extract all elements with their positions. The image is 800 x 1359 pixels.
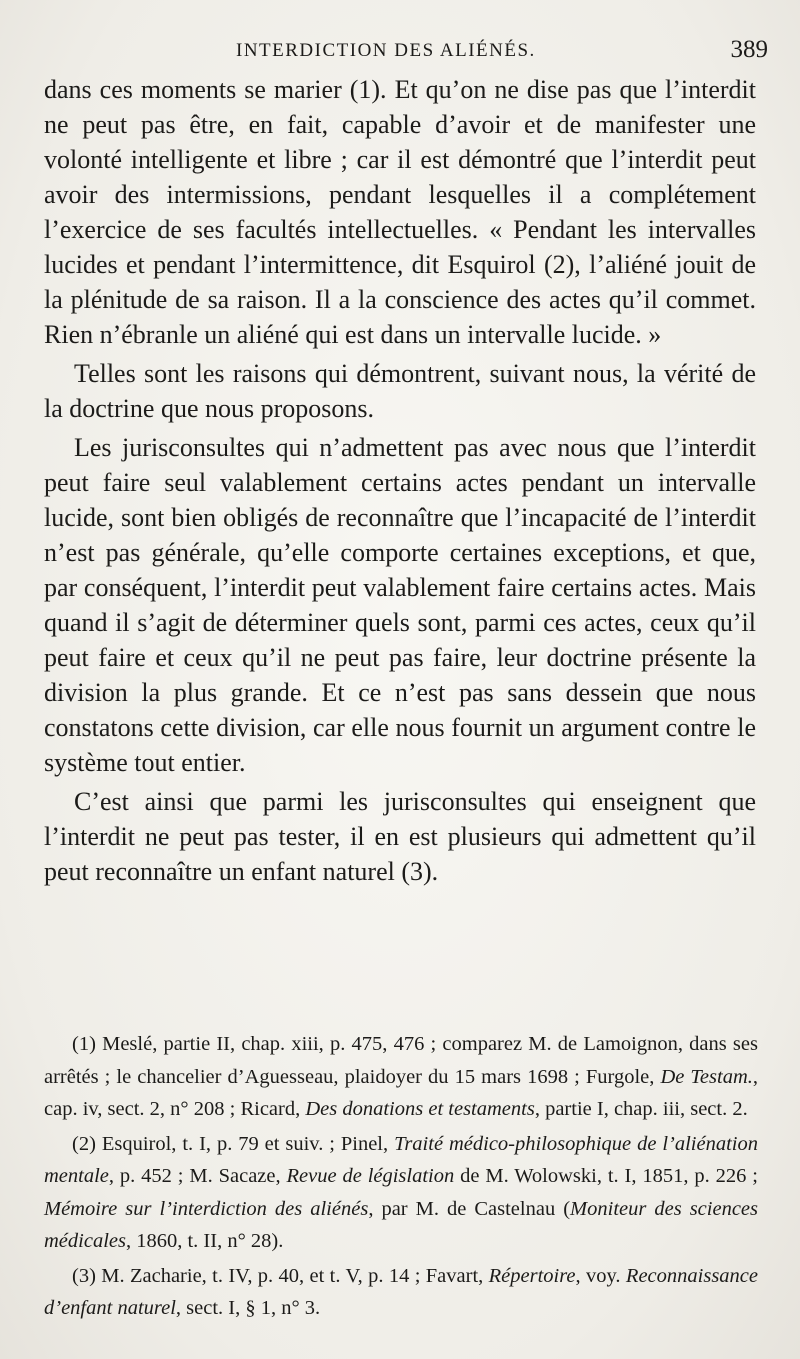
footnote-1-text: (1) Meslé, partie II, chap. xiii, p. 475, 476 ; comparez M. de Lamoignon, dans ses arrêtés ; le chancelier d’Aguesseau, plaidoyer du 15 mars 1698 ; Furgole, xyxy=(44,1033,758,1088)
footnote-1-title: Des donations et testaments xyxy=(305,1098,535,1120)
footnote-1-text: , partie I, chap. iii, sect. 2. xyxy=(534,1098,748,1120)
page-header xyxy=(40,36,768,76)
paragraph-1: dans ces moments se marier (1). Et qu’on ne dise pas que l’interdit ne peut pas être, en fait, capable d’avoir et de manifester une volonté intelligente et libre ; car il est démontré que l’interdit peut avoir des intermissions, pendant lesquelles il a complétement l’exercice de ses facultés intellectuelles. « Pendant les intervalles lucides et pendant l’intermittence, dit Esquirol (2), l’aliéné jouit de la plénitude de sa raison. Il a la conscience des actes qu’il commet. Rien n’ébranle un aliéné qui est dans un intervalle lucide. » xyxy=(44,75,756,349)
footnote-3-text: (3) M. Zacharie, t. IV, p. 40, et t. V, p. 14 ; Favart, xyxy=(72,1264,489,1287)
footnote-3-text: , voy. xyxy=(575,1264,626,1287)
paragraph-3: Les jurisconsultes qui n’admettent pas avec nous que l’interdit peut faire seul valablement certains actes pendant un intervalle lucide, sont bien obligés de reconnaître que l’incapacité de l’interdit n’est pas générale, qu’elle comporte certaines exceptions, et que, par conséquent, l’interdit peut valablement faire certains actes. Mais quand il s’agit de déterminer quels sont, parmi ces actes, ceux qu’il peut faire et ceux qu’il ne peut pas faire, leur doctrine présente la division la plus grande. Et ce n’est pas sans dessein que nous constatons cette division, car elle nous fournit un argument contre le système tout entier. xyxy=(44,433,756,777)
footnote-3-text: , sect. I, § 1, n° 3. xyxy=(175,1297,321,1319)
running-title: INTERDICTION DES ALIÉNÉS. xyxy=(236,40,536,61)
footnote-2-text: , 1860, t. II, n° 28). xyxy=(125,1230,284,1252)
footnote-2 xyxy=(44,1128,758,1258)
footnote-1-text: , cap. iv, sect. 2, n° 208 ; Ricard, xyxy=(44,1065,759,1120)
footnote-1-title: De Testam. xyxy=(660,1065,753,1088)
footnote-2-text: de M. Wolowski, t. I, 1851, p. 226 ; xyxy=(454,1165,758,1187)
page-number: 389 xyxy=(730,36,768,63)
footnote-2-text: , par M. de Castelnau ( xyxy=(368,1197,571,1220)
footnote-3 xyxy=(44,1260,758,1325)
footnote-2-title: Mémoire sur l’interdiction des aliénés xyxy=(44,1197,369,1220)
footnote-2-text: , p. 452 ; M. Sacaze, xyxy=(108,1165,287,1187)
main-text xyxy=(44,72,756,893)
footnote-3-title: Reconnaissance d’enfant naturel xyxy=(44,1264,758,1319)
footnotes xyxy=(44,1028,758,1325)
paragraph-2: Telles sont les raisons qui démontrent, suivant nous, la vérité de la doctrine que nous proposons. xyxy=(44,359,756,423)
paragraph-4: C’est ainsi que parmi les jurisconsultes qui enseignent que l’interdit ne peut pas tester, il en est plusieurs qui admettent qu’il peut reconnaître un enfant naturel (3). xyxy=(44,787,756,886)
footnote-2-title: Traité médico-philosophique de l’aliénation mentale xyxy=(44,1132,758,1187)
footnote-1 xyxy=(44,1028,758,1126)
footnote-2-title: Moniteur des sciences médicales xyxy=(44,1197,758,1252)
footnote-2-text: (2) Esquirol, t. I, p. 79 et suiv. ; Pinel, xyxy=(72,1132,395,1155)
footnote-2-title: Revue de législation xyxy=(286,1165,455,1187)
footnote-3-title: Répertoire xyxy=(488,1264,576,1287)
